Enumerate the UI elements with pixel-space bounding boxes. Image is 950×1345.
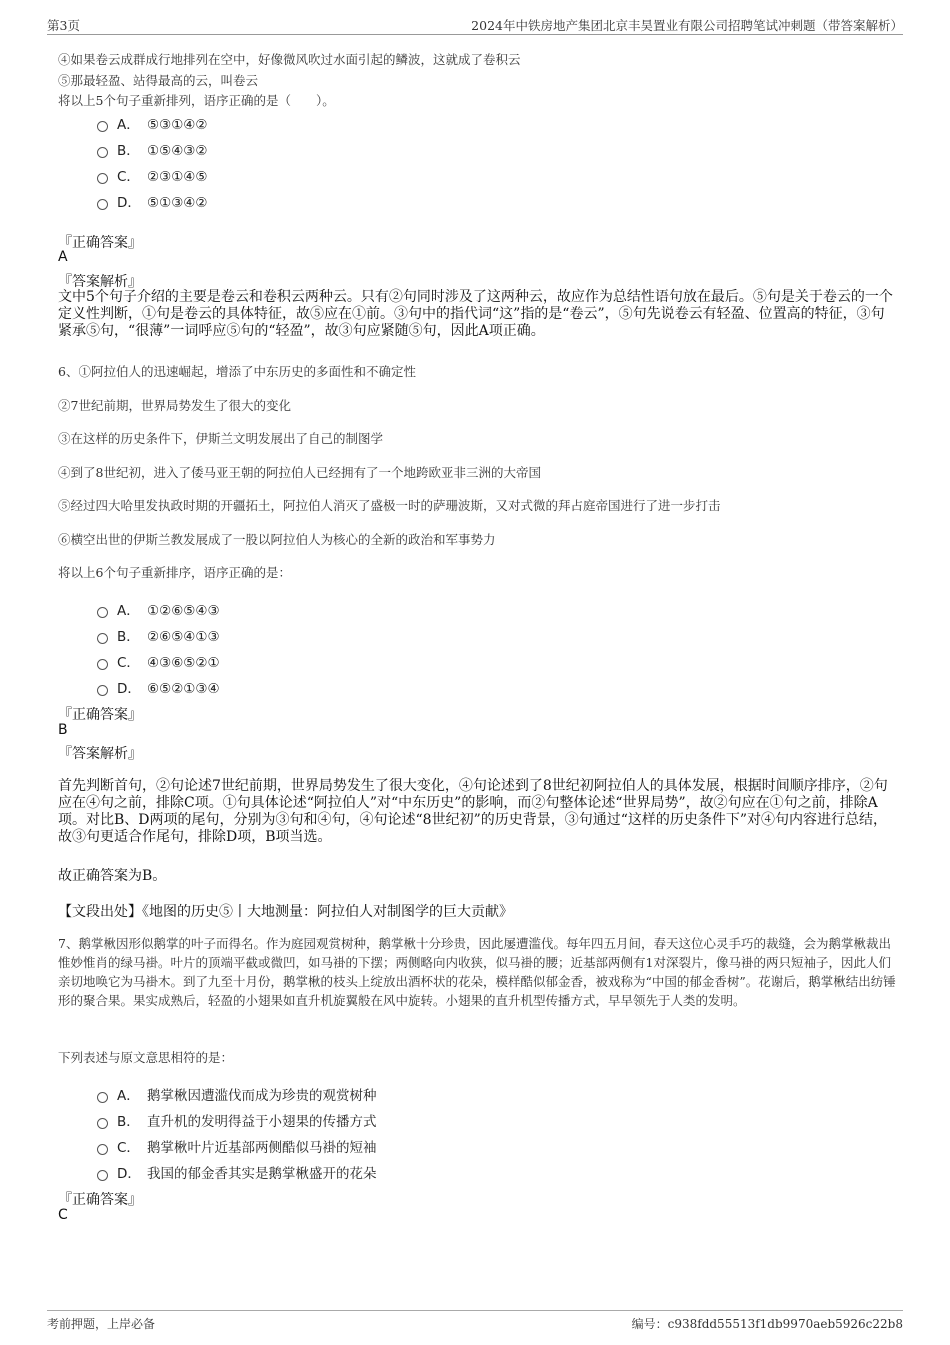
q6-analysis: 首先判断首句，②句论述7世纪前期，世界局势发生了很大变化，④句论述到了8世纪初阿拉伯人的具体发展，根据时间顺序排序，②句应在④句之前，排除C项。①句具体论述“阿拉伯人”对“中东历史”的影响，而②句整体论述“世界局势”，故②句应在①句之前，排除A项。对比B、D两项的尾句，分别为③句和④句，④句论述“8世纪初”的历史背景，③句通过“这样的历史条件下”对④句内容进行总结，故③句更适合作尾句，排除D项，B项当选。 [58,778,888,845]
q7-prompt: 下列表述与原文意思相符的是： [58,1050,234,1065]
q7-option-a[interactable]: A． 鹅掌楸因遭滥伐而成为珍贵的观赏树种 [97,1084,377,1104]
q5-prompt: 将以上5个句子重新排列，语序正确的是（ ）。 [58,93,335,108]
radio-icon[interactable] [97,199,108,210]
radio-icon[interactable] [97,607,108,618]
q7-passage: 7、鹅掌楸因形似鹅掌的叶子而得名。作为庭园观赏树种，鹅掌楸十分珍贵，因此屡遭滥伐。每年四五月间，春天这位心灵手巧的裁缝，会为鹅掌楸裁出惟妙惟肖的绿马褂。叶片的顶端平截或微凹，如马褂的下摆；两侧略向内收狭，似马褂的腰；近基部两侧有1对深裂片，像马褂的两只短袖子，因此人们亲切地唤它为马褂木。到了九至十月份，鹅掌楸的枝头上绽放出酒杯状的花朵，模样酷似郁金香，被戏称为“中国的郁金香树”。花谢后，鹅掌楸结出纺锤形的聚合果。果实成熟后，轻盈的小翅果如直升机旋翼般在风中旋转。小翅果的直升机型传播方式，早早领先于人类的发明。 [58,936,896,1008]
q5-sentence-5: ⑤那最轻盈、站得最高的云，叫卷云 [58,73,259,88]
q6-option-c[interactable]: C． ④③⑥⑤②① [97,651,220,671]
q5-answer-label: 『正确答案』 [58,235,142,251]
q5-option-b[interactable]: B． ①⑤④③② [97,139,208,159]
radio-icon[interactable] [97,685,108,696]
q6-answer-label: 『正确答案』 [58,707,142,723]
q7-option-b[interactable]: B． 直升机的发明得益于小翅果的传播方式 [97,1110,377,1130]
radio-icon[interactable] [97,659,108,670]
q6-prompt: 将以上6个句子重新排序，语序正确的是： [58,565,291,580]
q6-source: 【文段出处】《地图的历史⑤丨大地测量：阿拉伯人对制图学的巨大贡献》 [58,904,513,920]
q7-answer: C [58,1207,68,1223]
page-header [47,16,903,35]
q5-answer: A [58,249,68,265]
q5-sentence-4: ④如果卷云成群成行地排列在空中，好像微风吹过水面引起的鳞波，这就成了卷积云 [58,52,521,67]
q6-option-d[interactable]: D． ⑥⑤②①③④ [97,677,220,697]
q6-conclusion: 故正确答案为B。 [58,868,167,884]
q6-sentence-5: ⑤经过四大哈里发执政时期的开疆拓土，阿拉伯人消灭了盛极一时的萨珊波斯，又对式微的拜占庭帝国进行了进一步打击 [58,498,721,513]
page-number: 第3页 [47,18,80,33]
radio-icon[interactable] [97,633,108,644]
q6-sentence-6: ⑥横空出世的伊斯兰教发展成了一股以阿拉伯人为核心的全新的政治和军事势力 [58,532,496,547]
q5-option-d[interactable]: D． ⑤①③④② [97,191,208,211]
radio-icon[interactable] [97,121,108,132]
q6-option-a[interactable]: A． ①②⑥⑤④③ [97,599,220,619]
q5-analysis-label: 『答案解析』 [58,274,142,290]
q6-option-b[interactable]: B． ②⑥⑤④①③ [97,625,220,645]
q6-answer: B [58,722,68,738]
radio-icon[interactable] [97,1118,108,1129]
footer-slogan: 考前押题，上岸必备 [47,1317,156,1331]
radio-icon[interactable] [97,173,108,184]
radio-icon[interactable] [97,1170,108,1181]
q6-sentence-4: ④到了8世纪初，进入了倭马亚王朝的阿拉伯人已经拥有了一个地跨欧亚非三洲的大帝国 [58,465,541,480]
document-title: 2024年中铁房地产集团北京丰昊置业有限公司招聘笔试冲刺题（带答案解析） [471,18,903,33]
q5-option-c[interactable]: C． ②③①④⑤ [97,165,208,185]
q7-option-c[interactable]: C． 鹅掌楸叶片近基部两侧酷似马褂的短袖 [97,1136,377,1156]
q6-sentence-3: ③在这样的历史条件下，伊斯兰文明发展出了自己的制图学 [58,431,384,446]
radio-icon[interactable] [97,1144,108,1155]
page-footer [47,1310,903,1333]
q5-analysis: 文中5个句子介绍的主要是卷云和卷积云两种云。只有②句同时涉及了这两种云，故应作为总结性语句放在最后。⑤句是关于卷云的一个定义性判断，①句是卷云的具体特征，故⑤应在①前。③句中的指代词“这”指的是“卷云”，⑤句先说卷云有轻盈、位置高的特征，③句紧承⑤句，“很薄”一词呼应⑤句的“轻盈”，故③句应紧随⑤句，因此A项正确。 [58,289,893,339]
document-id: 编号：c938fdd55513f1db9970aeb5926c22b8 [631,1317,903,1331]
radio-icon[interactable] [97,1092,108,1103]
radio-icon[interactable] [97,147,108,158]
q6-sentence-2: ②7世纪前期，世界局势发生了很大的变化 [58,398,291,413]
q5-option-a[interactable]: A． ⑤③①④② [97,113,208,133]
q6-sentence-1: 6、①阿拉伯人的迅速崛起，增添了中东历史的多面性和不确定性 [58,364,416,379]
q7-option-d[interactable]: D． 我国的郁金香其实是鹅掌楸盛开的花朵 [97,1162,377,1182]
q6-analysis-label: 『答案解析』 [58,746,142,762]
q7-answer-label: 『正确答案』 [58,1192,142,1208]
